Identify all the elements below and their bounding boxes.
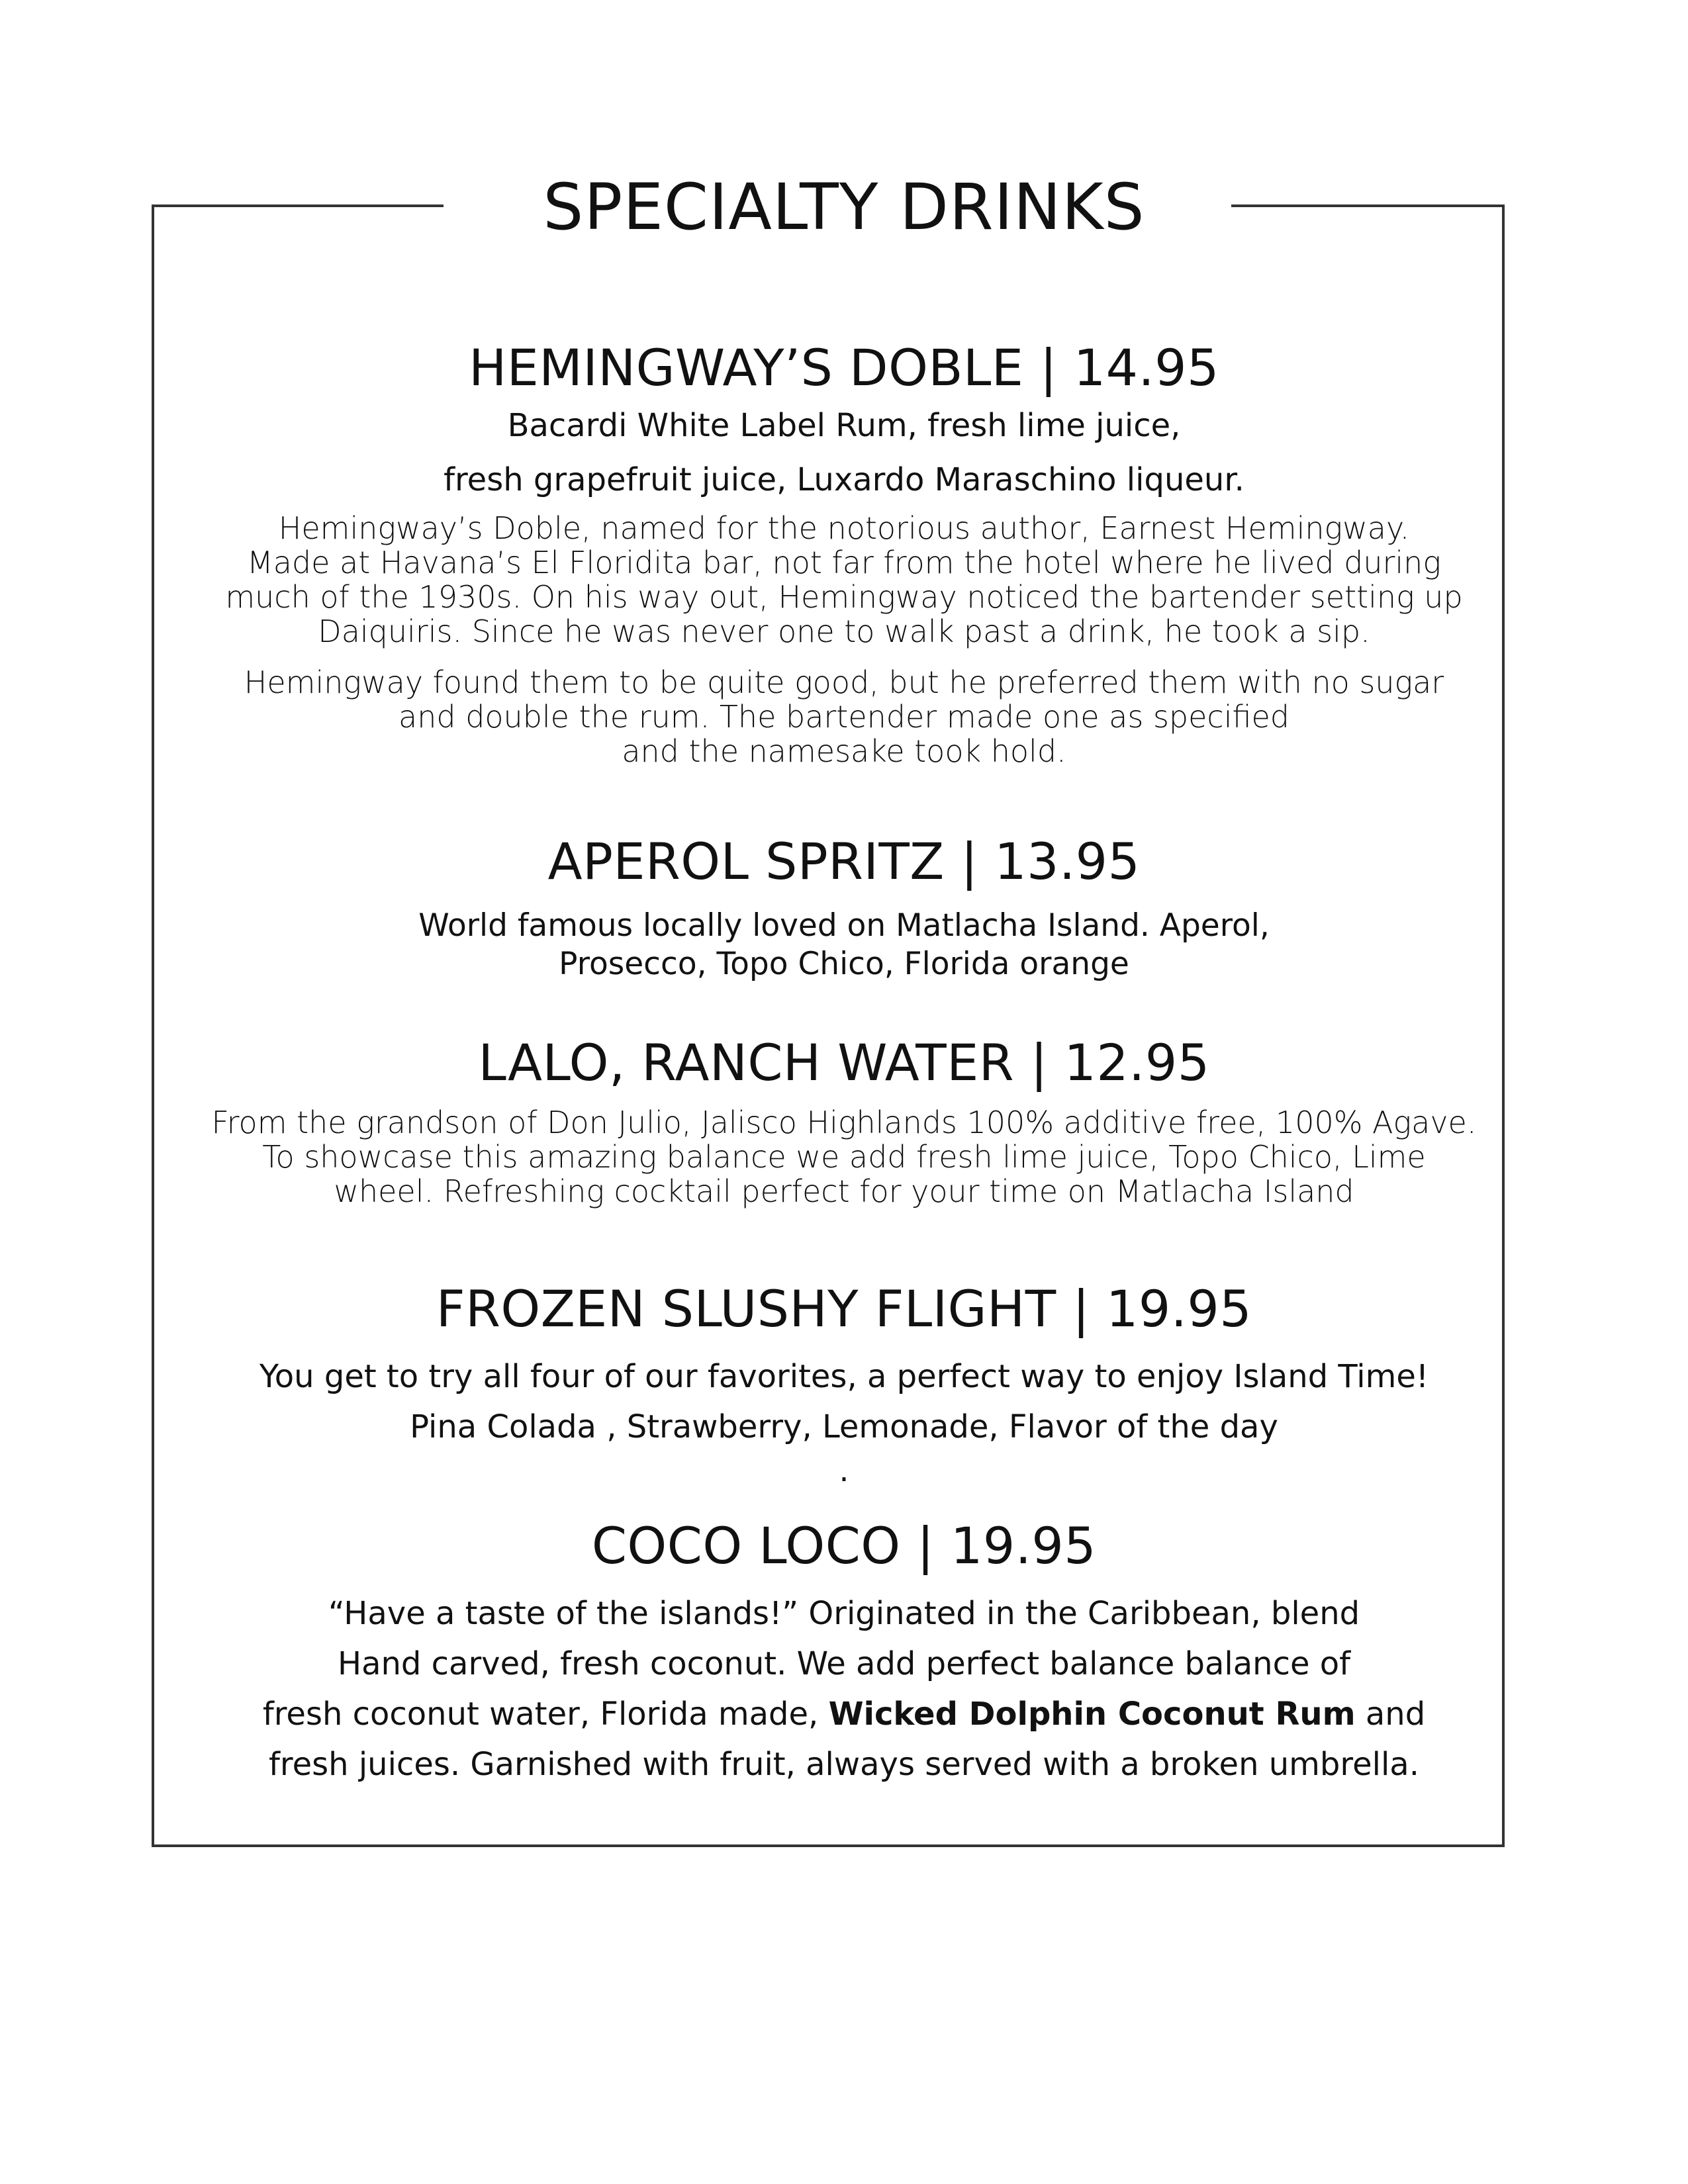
description-line: Prosecco, Topo Chico, Florida orange xyxy=(559,946,1129,982)
description-line: . xyxy=(839,1453,849,1489)
description-line: Pina Colada , Strawberry, Lemonade, Flavor of the day xyxy=(410,1408,1278,1445)
rum-brand-name: Wicked Dolphin Coconut Rum xyxy=(828,1696,1356,1733)
description-text: fresh coconut water, Florida made, xyxy=(262,1696,829,1733)
description-line: fresh juices. Garnished with fruit, always served with a broken umbrella. xyxy=(269,1746,1419,1783)
story-line: and double the rum. The bartender made one as specified xyxy=(399,699,1289,735)
drink-heading: APEROL SPRITZ | 13.95 xyxy=(547,832,1141,891)
drink-frozen-slushy-flight xyxy=(0,1276,1688,1342)
drink-heading: HEMINGWAY’S DOBLE | 14.95 xyxy=(469,338,1219,397)
drink-hemingways-doble xyxy=(0,335,1688,401)
description-line: You get to try all four of our favorites, a perfect way to enjoy Island Time! xyxy=(259,1358,1429,1395)
story-line: Hemingway found them to be quite good, but he preferred them with no sugar xyxy=(244,664,1444,700)
description-line: To showcase this amazing balance we add fresh lime juice, Topo Chico, Lime xyxy=(262,1139,1426,1175)
menu-title: SPECIALTY DRINKS xyxy=(543,170,1145,244)
drink-coco-loco xyxy=(0,1513,1688,1579)
story-line: Made at Havana’s El Floridita bar, not far from the hotel where he lived during xyxy=(247,545,1441,580)
drink-lalo-ranch-water xyxy=(0,1030,1688,1096)
drink-story xyxy=(0,511,1688,649)
story-line: Daiquiris. Since he was never one to walk past a drink, he took a sip. xyxy=(318,614,1370,649)
drink-description xyxy=(0,1588,1688,1790)
drink-heading: LALO, RANCH WATER | 12.95 xyxy=(478,1033,1210,1092)
drink-description xyxy=(0,1351,1688,1490)
story-line: Hemingway’s Doble, named for the notorious author, Earnest Hemingway. xyxy=(278,510,1410,546)
description-line: Hand carved, fresh coconut. We add perfect balance balance of xyxy=(337,1645,1351,1682)
drink-ingredients xyxy=(0,398,1688,507)
description-text: and xyxy=(1355,1696,1426,1733)
story-line: and the namesake took hold. xyxy=(622,733,1066,769)
story-line: much of the 1930s. On his way out, Hemingway noticed the bartender setting up xyxy=(225,579,1463,615)
drink-story-continued xyxy=(0,665,1688,768)
description-line: From the grandson of Don Julio, Jalisco Highlands 100% additive free, 100% Agave. xyxy=(211,1105,1477,1140)
description-line: wheel. Refreshing cocktail perfect for your time on Matlacha Island xyxy=(334,1173,1354,1209)
description-line xyxy=(0,1689,1688,1739)
description-line: World famous locally loved on Matlacha Island. Aperol, xyxy=(418,907,1270,944)
drink-description xyxy=(0,907,1688,983)
drink-description xyxy=(0,1105,1688,1208)
ingredient-line: fresh grapefruit juice, Luxardo Maraschino liqueur. xyxy=(444,461,1244,498)
drink-aperol-spritz xyxy=(0,829,1688,895)
description-line: “Have a taste of the islands!” Originated in the Caribbean, blend xyxy=(328,1595,1360,1632)
drink-heading: FROZEN SLUSHY FLIGHT | 19.95 xyxy=(436,1279,1252,1338)
ingredient-line: Bacardi White Label Rum, fresh lime juice, xyxy=(507,407,1181,444)
drink-heading: COCO LOCO | 19.95 xyxy=(591,1516,1097,1575)
